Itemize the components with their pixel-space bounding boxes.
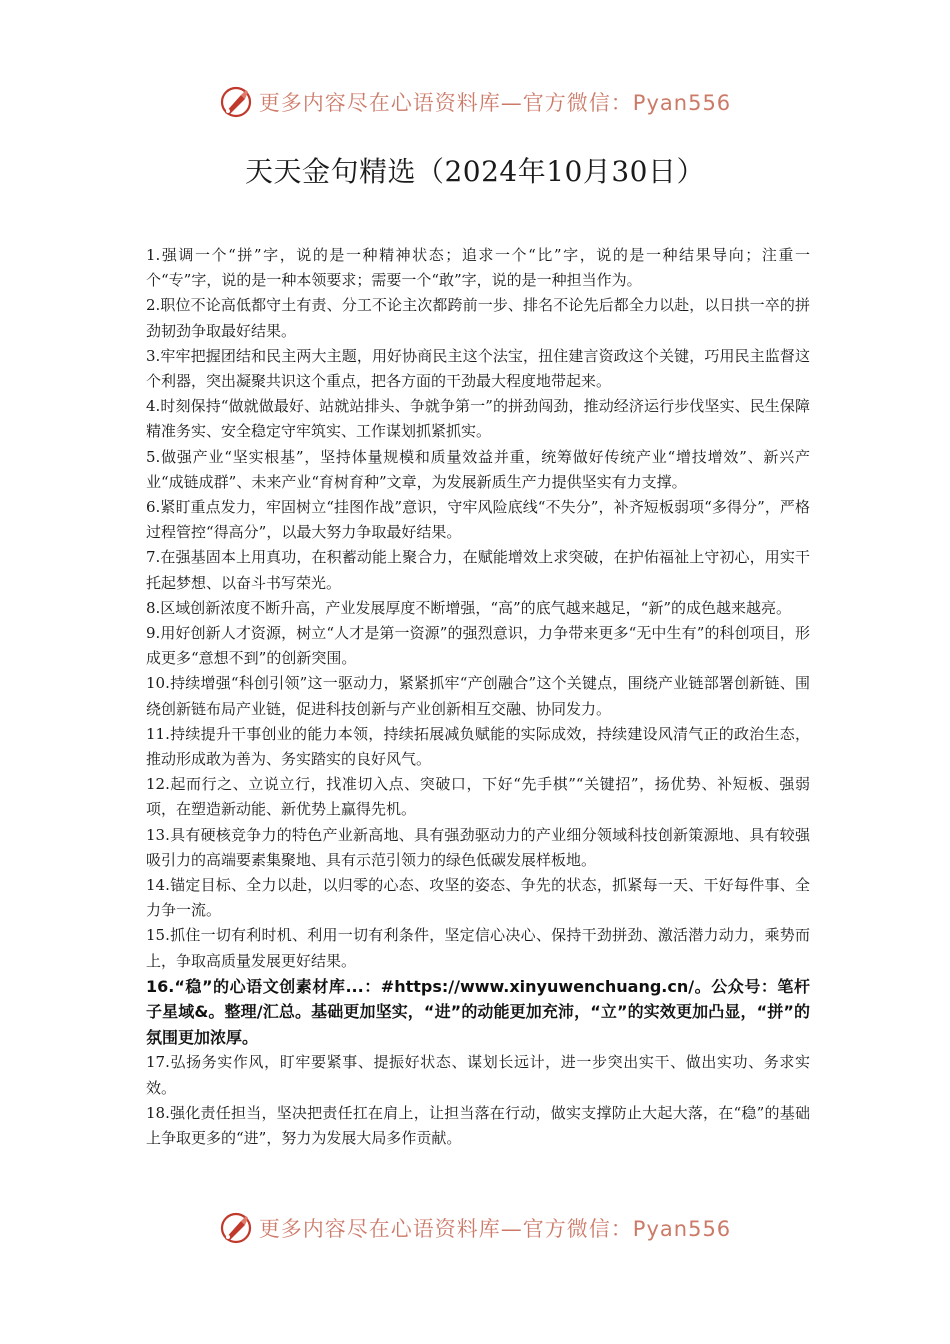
list-item: 15.抓住一切有利时机、利用一切有利条件，坚定信心决心、保持干劲拼劲、激活潜力动力，乘势而上，争取高质量发展更好结果。 xyxy=(146,926,810,970)
banner-text: 更多内容尽在心语资料库—官方微信：Pyan556 xyxy=(258,1217,732,1241)
list-item: 1.强调一个“拼”字，说的是一种精神状态；追求一个“比”字，说的是一种结果导向；注重一个“专”字，说的是一种本领要求；需要一个“敢”字，说的是一种担当作为。 xyxy=(146,246,810,290)
list-item: 17.弘扬务实作风，盯牢要紧事、提振好状态、谋划长远计，进一步突出实干、做出实功、务求实效。 xyxy=(146,1053,810,1097)
header-banner xyxy=(0,82,950,122)
list-item: 18.强化责任担当，坚决把责任扛在肩上，让担当落在行动，做实支撑防止大起大落，在“稳”的基础上争取更多的“进”，努力为发展大局多作贡献。 xyxy=(146,1103,810,1147)
page-title: 天天金句精选（2024年10月30日） xyxy=(244,155,706,188)
list-item: 14.锚定目标、全力以赴，以归零的心态、攻坚的姿态、争先的状态，抓紧每一天、干好每件事、全力争一流。 xyxy=(146,876,810,920)
banner-text: 更多内容尽在心语资料库—官方微信：Pyan556 xyxy=(258,91,732,115)
quote-list xyxy=(146,243,810,1151)
list-item-watermark: 16.“稳”的心语文创素材库...：#https://www.xinyuwenchuang.cn/。公众号：笔杆子星域&。整理/汇总。基础更加坚实，“进”的动能更加充沛，“立”的实效更加凸显，“拼”的氛围更加浓厚。 xyxy=(146,976,810,1047)
list-item: 2.职位不论高低都守土有责、分工不论主次都跨前一步、排名不论先后都全力以赴，以日拱一卒的拼劲韧劲争取最好结果。 xyxy=(146,296,810,340)
list-item: 6.紧盯重点发力，牢固树立“挂图作战”意识，守牢风险底线“不失分”，补齐短板弱项“多得分”，严格过程管控“得高分”，以最大努力争取最好结果。 xyxy=(146,498,810,542)
list-item: 4.时刻保持“做就做最好、站就站排头、争就争第一”的拼劲闯劲，推动经济运行步伐坚实、民生保障精准务实、安全稳定守牢筑实、工作谋划抓紧抓实。 xyxy=(146,397,810,441)
list-item: 13.具有硬核竞争力的特色产业新高地、具有强劲驱动力的产业细分领域科技创新策源地、具有较强吸引力的高端要素集聚地、具有示范引领力的绿色低碳发展样板地。 xyxy=(146,825,810,869)
pen-nib-logo-icon xyxy=(219,85,253,119)
list-item: 10.持续增强“科创引领”这一驱动力，紧紧抓牢“产创融合”这个关键点，围绕产业链部署创新链、围绕创新链布局产业链，促进科技创新与产业创新相互交融、协同发力。 xyxy=(146,674,810,718)
list-item: 8.区域创新浓度不断升高，产业发展厚度不断增强，“高”的底气越来越足，“新”的成色越来越亮。 xyxy=(146,598,791,617)
list-item: 5.做强产业“坚实根基”，坚持体量规模和质量效益并重，统筹做好传统产业“增技增效”、新兴产业“成链成群”、未来产业“育树育种”文章，为发展新质生产力提供坚实有力支撑。 xyxy=(146,447,810,491)
list-item: 3.牢牢把握团结和民主两大主题，用好协商民主这个法宝，扭住建言资政这个关键，巧用民主监督这个利器，突出凝聚共识这个重点，把各方面的干劲最大程度地带起来。 xyxy=(146,346,810,391)
list-item: 7.在强基固本上用真功，在积蓄动能上聚合力，在赋能增效上求突破，在护佑福祉上守初心，用实干托起梦想、以奋斗书写荣光。 xyxy=(146,548,810,592)
footer-banner xyxy=(0,1208,950,1248)
pen-nib-logo-icon xyxy=(219,1211,253,1245)
list-item: 11.持续提升干事创业的能力本领，持续拓展减负赋能的实际成效，持续建设风清气正的政治生态，推动形成敢为善为、务实踏实的良好风气。 xyxy=(146,724,810,769)
list-item: 9.用好创新人才资源，树立“人才是第一资源”的强烈意识，力争带来更多“无中生有”的科创项目，形成更多“意想不到”的创新突围。 xyxy=(146,624,810,668)
list-item: 12.起而行之、立说立行，找准切入点、突破口，下好“先手棋”“关键招”，扬优势、补短板、强弱项，在塑造新动能、新优势上赢得先机。 xyxy=(146,775,810,819)
